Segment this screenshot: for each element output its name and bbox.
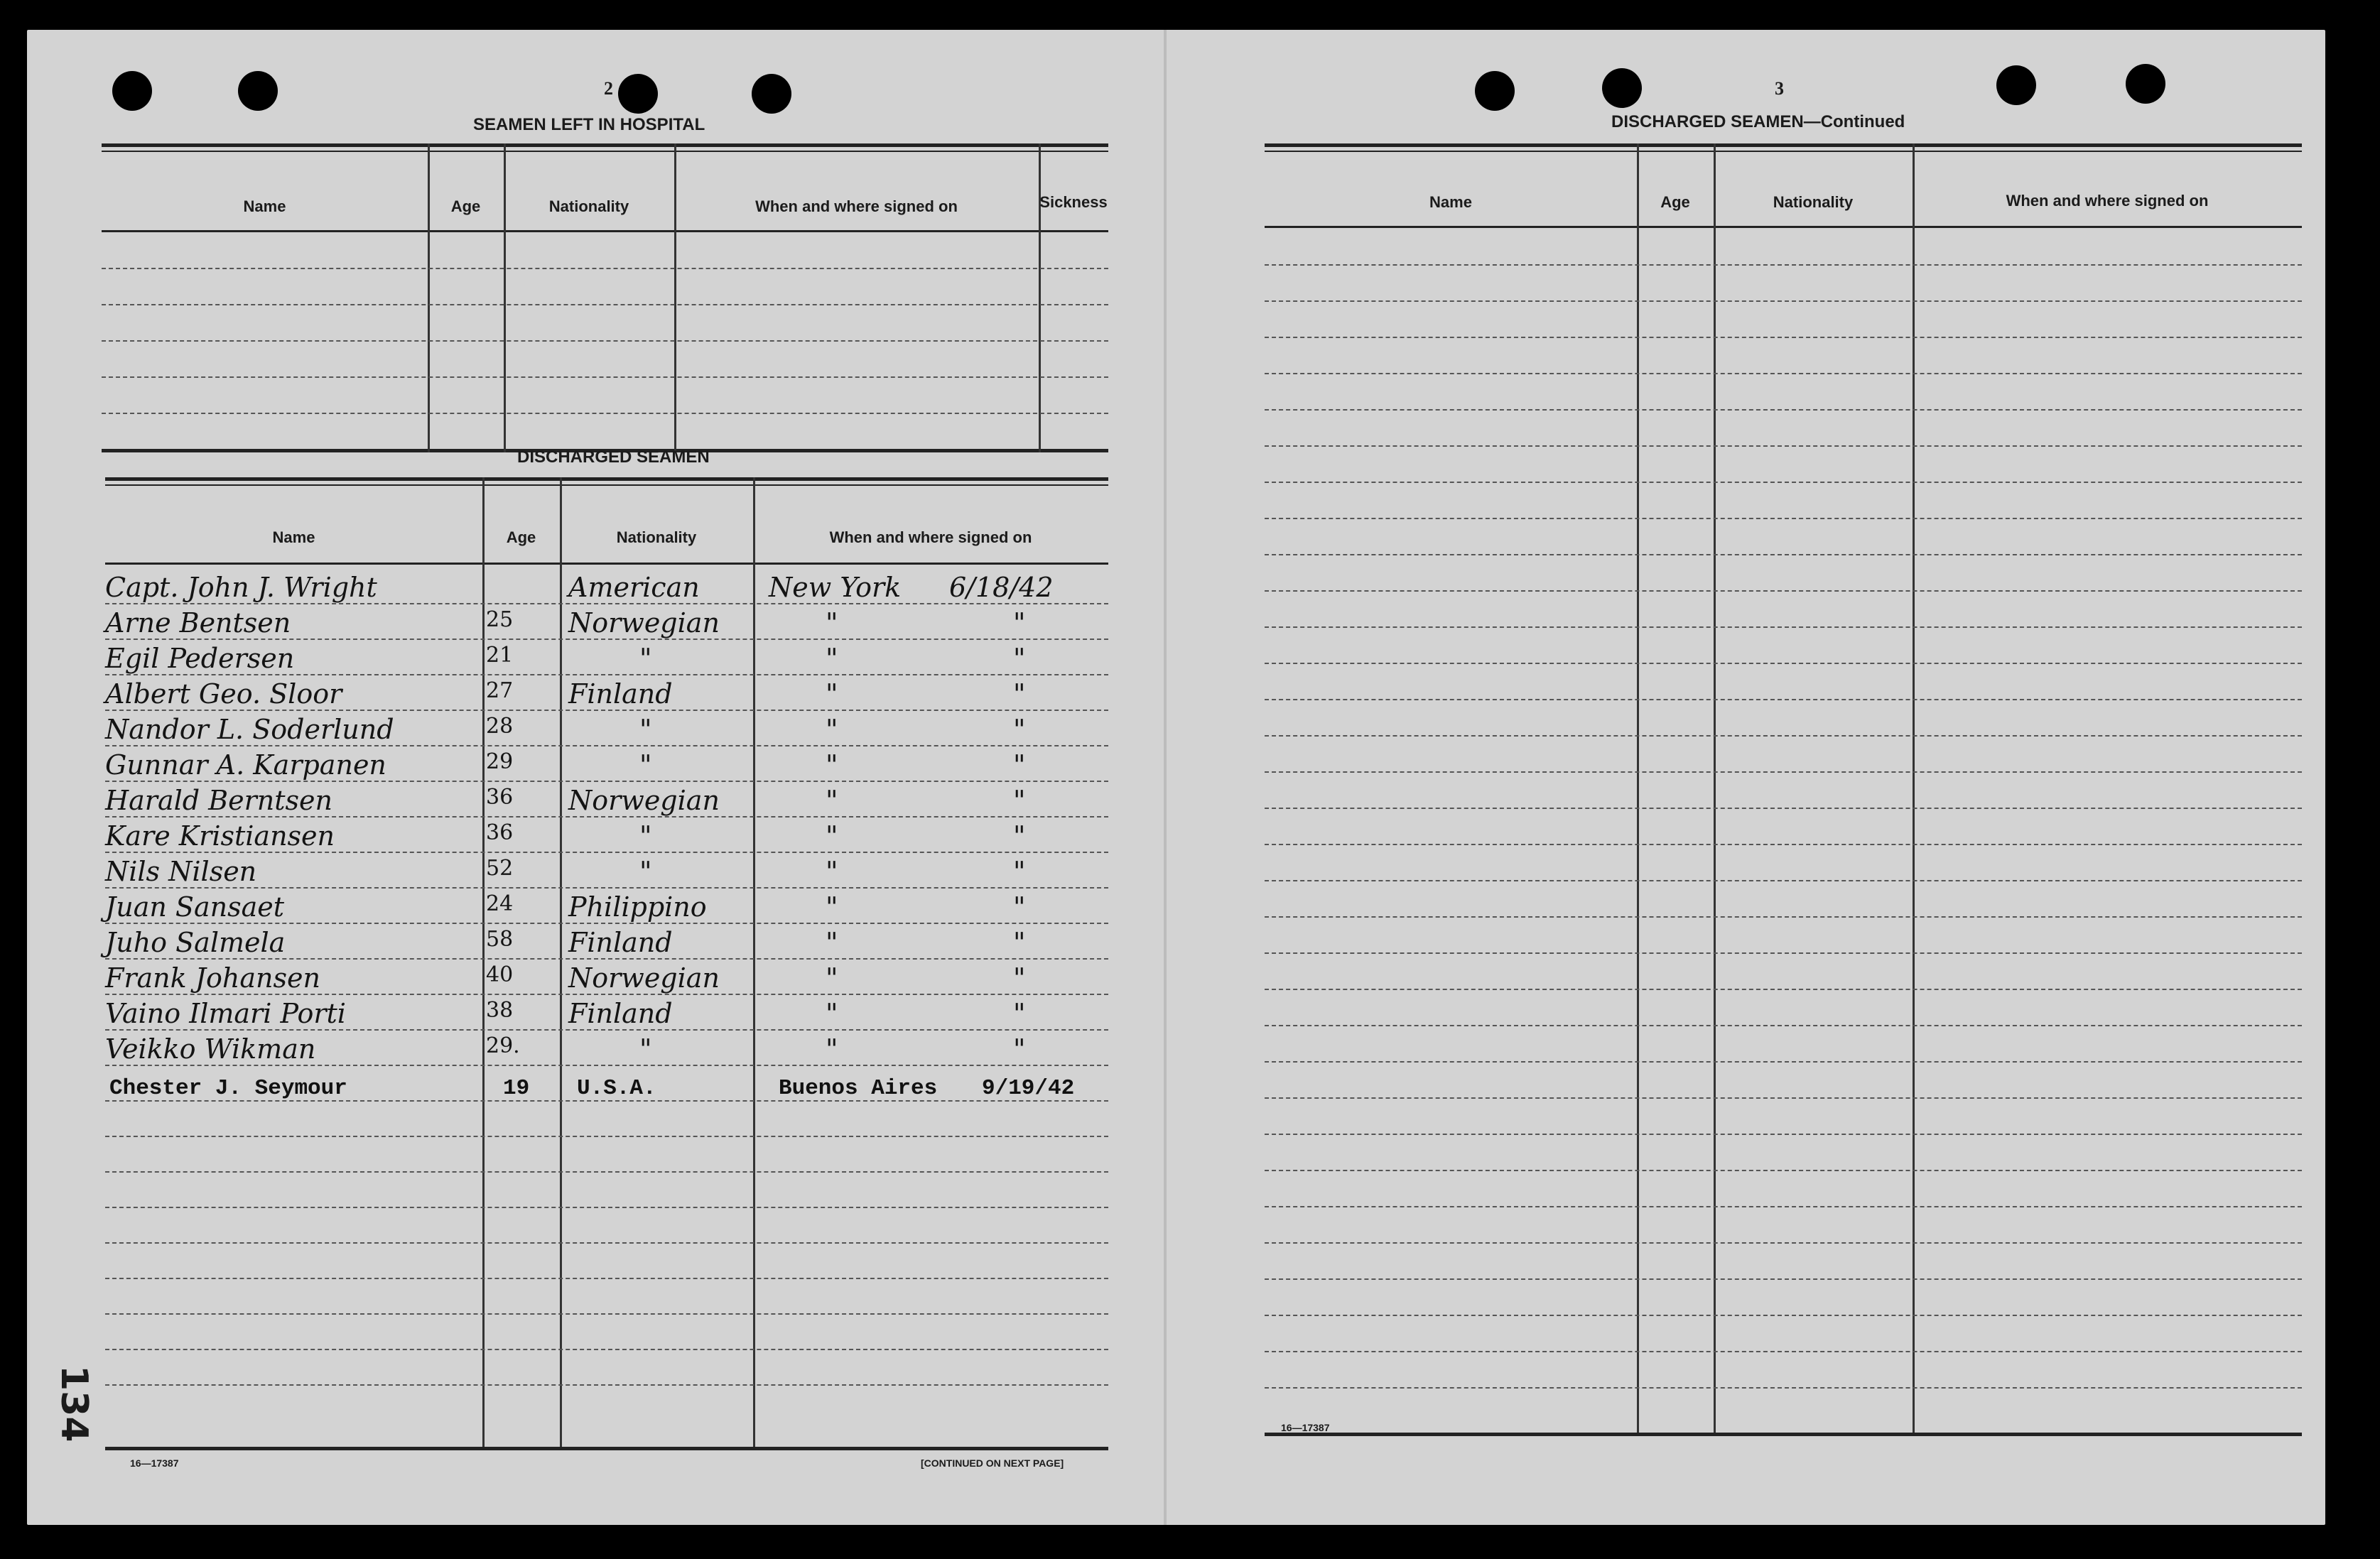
- discharged-title: DISCHARGED SEAMEN: [517, 447, 710, 467]
- typed-name: Chester J. Seymour: [109, 1076, 347, 1101]
- cell-place: ": [826, 998, 838, 1029]
- cell-name: Kare Kristiansen: [105, 820, 335, 852]
- column-header-signed-on: When and where signed on: [829, 528, 1032, 546]
- column-header-name: Name: [243, 197, 286, 215]
- cell-nationality: Finland: [568, 998, 673, 1029]
- discharged-continued-table: [1265, 143, 2302, 1436]
- page-number-right: 3: [1775, 78, 1784, 99]
- column-header-sickness: Sickness: [1039, 193, 1108, 211]
- hospital-table: [102, 143, 1108, 452]
- cell-date: ": [1013, 820, 1026, 852]
- typed-nationality: U.S.A.: [577, 1076, 656, 1101]
- cell-age: 24: [486, 891, 514, 916]
- cell-date: 6/18/42: [949, 572, 1054, 603]
- cell-name: Veikko Wikman: [105, 1033, 316, 1065]
- cell-name: Harald Berntsen: [105, 785, 332, 816]
- cell-nationality: Finland: [568, 678, 673, 710]
- cell-date: ": [1013, 643, 1026, 674]
- cell-place: ": [826, 856, 838, 887]
- column-header-signed-on: When and where signed on: [2006, 192, 2209, 210]
- cell-date: ": [1013, 749, 1026, 781]
- punch-hole: [1475, 71, 1515, 111]
- cell-place: ": [826, 820, 838, 852]
- discharged-table: [105, 477, 1108, 1450]
- typed-age: 19: [503, 1076, 530, 1101]
- column-header-name: Name: [1429, 193, 1472, 211]
- cell-age: 21: [486, 643, 514, 668]
- cell-date: ": [1013, 891, 1026, 923]
- cell-name: Nandor L. Soderlund: [105, 714, 394, 745]
- punch-hole: [1996, 65, 2036, 105]
- column-header-age: Age: [450, 197, 481, 215]
- cell-date: ": [1013, 998, 1026, 1029]
- cell-age: 52: [486, 856, 514, 881]
- column-header-name: Name: [272, 528, 315, 546]
- form-number-right: 16—17387: [1281, 1422, 1330, 1433]
- cell-date: ": [1013, 1033, 1026, 1065]
- cell-place: ": [826, 749, 838, 781]
- cell-date: ": [1013, 607, 1026, 639]
- cell-name: Juho Salmela: [105, 927, 286, 958]
- cell-place: ": [826, 607, 838, 639]
- cell-age: 29: [486, 749, 514, 774]
- cell-place: ": [826, 714, 838, 745]
- cell-nationality: Norwegian: [568, 962, 720, 994]
- page-stamp: 134: [53, 1365, 95, 1443]
- typed-place: Buenos Aires: [779, 1076, 938, 1101]
- discharged-continued-title: DISCHARGED SEAMEN—Continued: [1611, 112, 1905, 131]
- cell-age: 25: [486, 607, 514, 632]
- cell-nationality: Finland: [568, 927, 673, 958]
- hospital-title: SEAMEN LEFT IN HOSPITAL: [473, 115, 705, 134]
- column-header-age: Age: [506, 528, 536, 546]
- cell-nationality: ": [639, 820, 652, 852]
- cell-name: Frank Johansen: [105, 962, 320, 994]
- cell-place: ": [826, 927, 838, 958]
- cell-place: New York: [769, 572, 902, 603]
- cell-name: Capt. John J. Wright: [105, 572, 377, 603]
- page-fold: [1164, 30, 1167, 1525]
- cell-place: ": [826, 1033, 838, 1065]
- cell-nationality: Philippino: [568, 891, 707, 923]
- form-number-left: 16—17387: [130, 1457, 179, 1469]
- typed-date: 9/19/42: [982, 1076, 1075, 1101]
- document-sheet: [27, 30, 2325, 1525]
- cell-date: ": [1013, 962, 1026, 994]
- cell-name: Arne Bentsen: [105, 607, 291, 639]
- cell-nationality: ": [639, 714, 652, 745]
- cell-nationality: ": [639, 643, 652, 674]
- cell-age: 36: [486, 785, 514, 810]
- cell-nationality: Norwegian: [568, 607, 720, 639]
- cell-nationality: ": [639, 856, 652, 887]
- continued-note: [CONTINUED ON NEXT PAGE]: [921, 1457, 1064, 1469]
- cell-place: ": [826, 643, 838, 674]
- cell-nationality: ": [639, 749, 652, 781]
- punch-hole: [752, 74, 791, 114]
- cell-age: 36: [486, 820, 514, 845]
- cell-age: 58: [486, 927, 514, 952]
- cell-age: 27: [486, 678, 514, 703]
- punch-hole: [1602, 68, 1642, 108]
- cell-place: ": [826, 785, 838, 816]
- punch-hole: [618, 74, 658, 114]
- cell-nationality: Norwegian: [568, 785, 720, 816]
- cell-name: Nils Nilsen: [105, 856, 257, 887]
- column-header-nationality: Nationality: [616, 528, 697, 546]
- cell-date: ": [1013, 714, 1026, 745]
- punch-hole: [2126, 64, 2165, 104]
- cell-place: ": [826, 962, 838, 994]
- punch-hole: [238, 71, 278, 111]
- cell-age: 38: [486, 998, 514, 1023]
- cell-place: ": [826, 891, 838, 923]
- cell-place: ": [826, 678, 838, 710]
- cell-name: Albert Geo. Sloor: [105, 678, 342, 710]
- cell-nationality: American: [568, 572, 700, 603]
- page-number-left: 2: [604, 78, 613, 99]
- cell-date: ": [1013, 785, 1026, 816]
- cell-name: Vaino Ilmari Porti: [105, 998, 346, 1029]
- cell-name: Juan Sansaet: [105, 891, 284, 923]
- punch-hole: [112, 71, 152, 111]
- cell-age: 40: [486, 962, 514, 987]
- cell-date: ": [1013, 856, 1026, 887]
- column-header-age: Age: [1660, 193, 1690, 211]
- cell-name: Gunnar A. Karpanen: [105, 749, 386, 781]
- cell-age: 28: [486, 714, 514, 739]
- cell-date: ": [1013, 678, 1026, 710]
- cell-nationality: ": [639, 1033, 652, 1065]
- column-header-nationality: Nationality: [1773, 193, 1854, 211]
- cell-age: 29.: [486, 1033, 520, 1058]
- cell-name: Egil Pedersen: [105, 643, 295, 674]
- column-header-signed-on: When and where signed on: [755, 197, 958, 215]
- cell-date: ": [1013, 927, 1026, 958]
- column-header-nationality: Nationality: [548, 197, 629, 215]
